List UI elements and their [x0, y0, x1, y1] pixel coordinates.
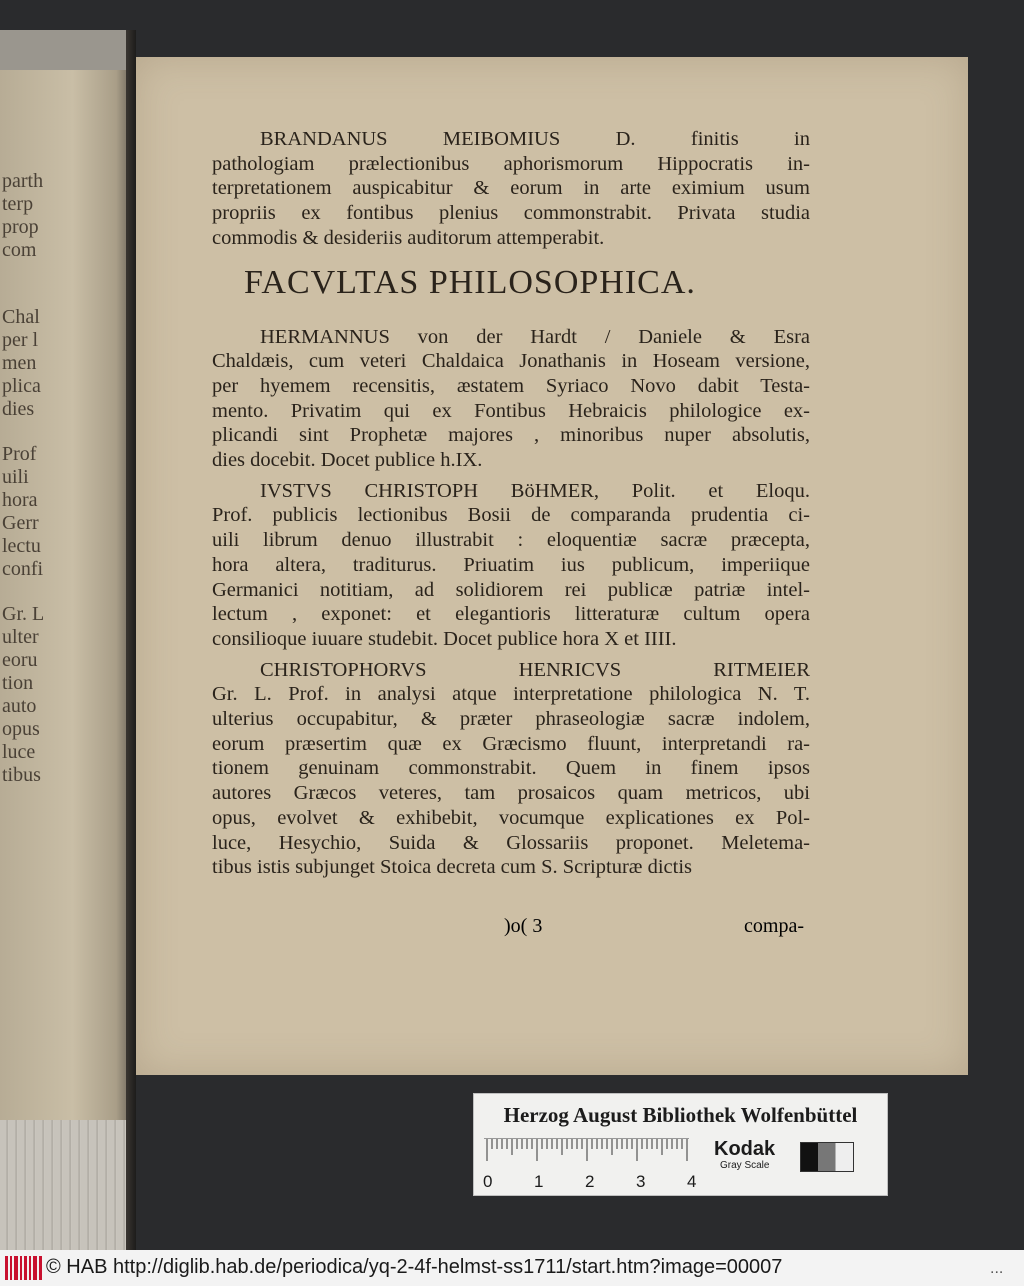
- left-text-line: [2, 421, 127, 443]
- ruler-number: 1: [534, 1172, 544, 1191]
- section-heading: FACVLTAS PHILOSOPHICA.: [244, 263, 696, 301]
- page-footer: [212, 915, 810, 939]
- left-text-line: Prof: [2, 443, 37, 465]
- left-facing-page: [0, 30, 132, 1250]
- catchword: compa-: [744, 915, 804, 937]
- gray-swatch: [800, 1142, 854, 1172]
- entry-ritmeier: [212, 658, 810, 880]
- text-line: hora altera, traditurus. Priuatim ius publicum, imperiique: [212, 553, 810, 576]
- left-text-line: dies: [2, 398, 35, 420]
- left-text-line: com: [2, 239, 37, 261]
- text-line: propriis ex fontibus plenius commonstrabit. Privata studia: [212, 202, 810, 225]
- text-line: Gr. L. Prof. in analysi atque interpretatione philologica N. T.: [212, 683, 810, 706]
- ruler-numbers: [474, 1172, 714, 1192]
- bottom-bar: [0, 1250, 1024, 1286]
- left-text-line: luce: [2, 741, 36, 763]
- left-text-line: uili: [2, 466, 29, 488]
- gray-scale-label: Gray Scale: [720, 1160, 770, 1171]
- kodak-logo: Kodak: [714, 1138, 776, 1160]
- text-line: uili librum denuo illustrabit : eloquentiæ sacræ præcepta,: [212, 529, 810, 552]
- left-text-line: eoru: [2, 649, 38, 671]
- hab-logo-icon: [4, 1254, 44, 1282]
- text-line: Prof. publicis lectionibus Bosii de comparanda prudentia ci-: [212, 504, 810, 527]
- ruler-scale: [484, 1138, 689, 1163]
- left-page-top-edge: [0, 30, 132, 70]
- left-text-line: per l: [2, 329, 39, 351]
- left-text-line: prop: [2, 216, 39, 238]
- left-text-line: tion: [2, 672, 34, 694]
- ruler-number: 4: [687, 1172, 697, 1191]
- text-line: per hyemem recensitis, æstatem Syriaco Novo dabit Testa-: [212, 374, 810, 397]
- left-text-line: [2, 581, 127, 603]
- book-spine: [126, 30, 136, 1250]
- scanned-page: [136, 57, 968, 1075]
- left-text-line: plica: [2, 375, 41, 397]
- copyright-url[interactable]: © HAB http://diglib.hab.de/periodica/yq-2-4f-helmst-ss1711/start.htm?image=00007: [46, 1256, 783, 1278]
- text-line: pathologiam prælectionibus aphorismorum Hippocratis in-: [212, 152, 810, 175]
- text-line: Germanici notitiam, ad solidiorem rei publicæ patriæ intel-: [212, 578, 810, 601]
- text-line: BRANDANUS MEIBOMIUS D. finitis in: [260, 128, 810, 150]
- left-text-line: Gerr: [2, 512, 39, 534]
- text-line: autores Græcos veteres, tam prosaicos quam metricos, ubi: [212, 782, 810, 805]
- text-line: luce, Hesychio, Suida & Glossariis proponet. Meletema-: [212, 831, 810, 854]
- text-line: tibus istis subjunget Stoica decreta cum S. Scripturæ dictis: [212, 856, 692, 879]
- text-line: HERMANNUS von der Hardt / Daniele & Esra: [260, 325, 810, 348]
- entry-von-der-hardt: [212, 325, 810, 473]
- left-text-line: Gr. L: [2, 603, 45, 625]
- text-line: plicandi sint Prophetæ majores , minoribus nuper absolutis,: [212, 424, 810, 447]
- left-text-line: parth: [2, 170, 44, 192]
- text-line: tionem genuinam commonstrabit. Quem in finem ipsos: [212, 757, 810, 780]
- library-name: Herzog August Bibliothek Wolfenbüttel: [503, 1103, 858, 1127]
- ruler-number: 0: [483, 1172, 493, 1191]
- color-reference-card: [473, 1093, 888, 1196]
- left-page-text: [2, 170, 127, 787]
- left-text-line: auto: [2, 695, 37, 717]
- ruler-number: 2: [585, 1172, 595, 1191]
- text-line: ulterius occupabitur, & præter phraseologiæ sacræ indolem,: [212, 708, 810, 731]
- left-text-line: [2, 262, 127, 284]
- text-line: consilioque iuuare studebit. Docet publice hora X et IIII.: [212, 627, 677, 650]
- signature-mark: )o( 3: [504, 915, 543, 937]
- page-text: [212, 127, 810, 880]
- text-line: mento. Privatim qui ex Fontibus Hebraicis philologice ex-: [212, 399, 810, 422]
- left-text-line: opus: [2, 718, 40, 740]
- text-line: CHRISTOPHORVS HENRICVS RITMEIER: [260, 658, 810, 681]
- text-line: IVSTVS CHRISTOPH BöHMER, Polit. et Eloqu.: [260, 479, 810, 502]
- left-text-line: terp: [2, 193, 34, 215]
- entry-boehmer: [212, 479, 810, 652]
- text-line: Chaldæis, cum veteri Chaldaica Jonathanis in Hoseam versione,: [212, 350, 810, 373]
- left-text-line: men: [2, 352, 37, 374]
- left-text-line: tibus: [2, 764, 41, 786]
- text-line: commodis & desideriis auditorum attemperabit.: [212, 226, 605, 249]
- left-text-line: confi: [2, 558, 44, 580]
- left-text-line: ulter: [2, 626, 39, 648]
- text-line: terpretationem auspicabitur & eorum in arte eximium usum: [212, 177, 810, 200]
- text-line: opus, evolvet & exhibebit, vocumque explicationes ex Pol-: [212, 806, 810, 829]
- entry-meibomius: [212, 127, 810, 251]
- left-text-line: lectu: [2, 535, 41, 557]
- text-line: dies docebit. Docet publice h.IX.: [212, 449, 483, 472]
- left-text-line: Chal: [2, 306, 40, 328]
- left-text-line: hora: [2, 489, 38, 511]
- text-line: lectum , exponet: et elegantioris litteraturæ cultum opera: [212, 603, 810, 626]
- left-text-line: [2, 284, 127, 306]
- ruler-number: 3: [636, 1172, 646, 1191]
- more-menu[interactable]: ...: [990, 1260, 1004, 1277]
- text-line: eorum præsertim quæ ex Græcismo fluunt, interpretandi ra-: [212, 732, 810, 755]
